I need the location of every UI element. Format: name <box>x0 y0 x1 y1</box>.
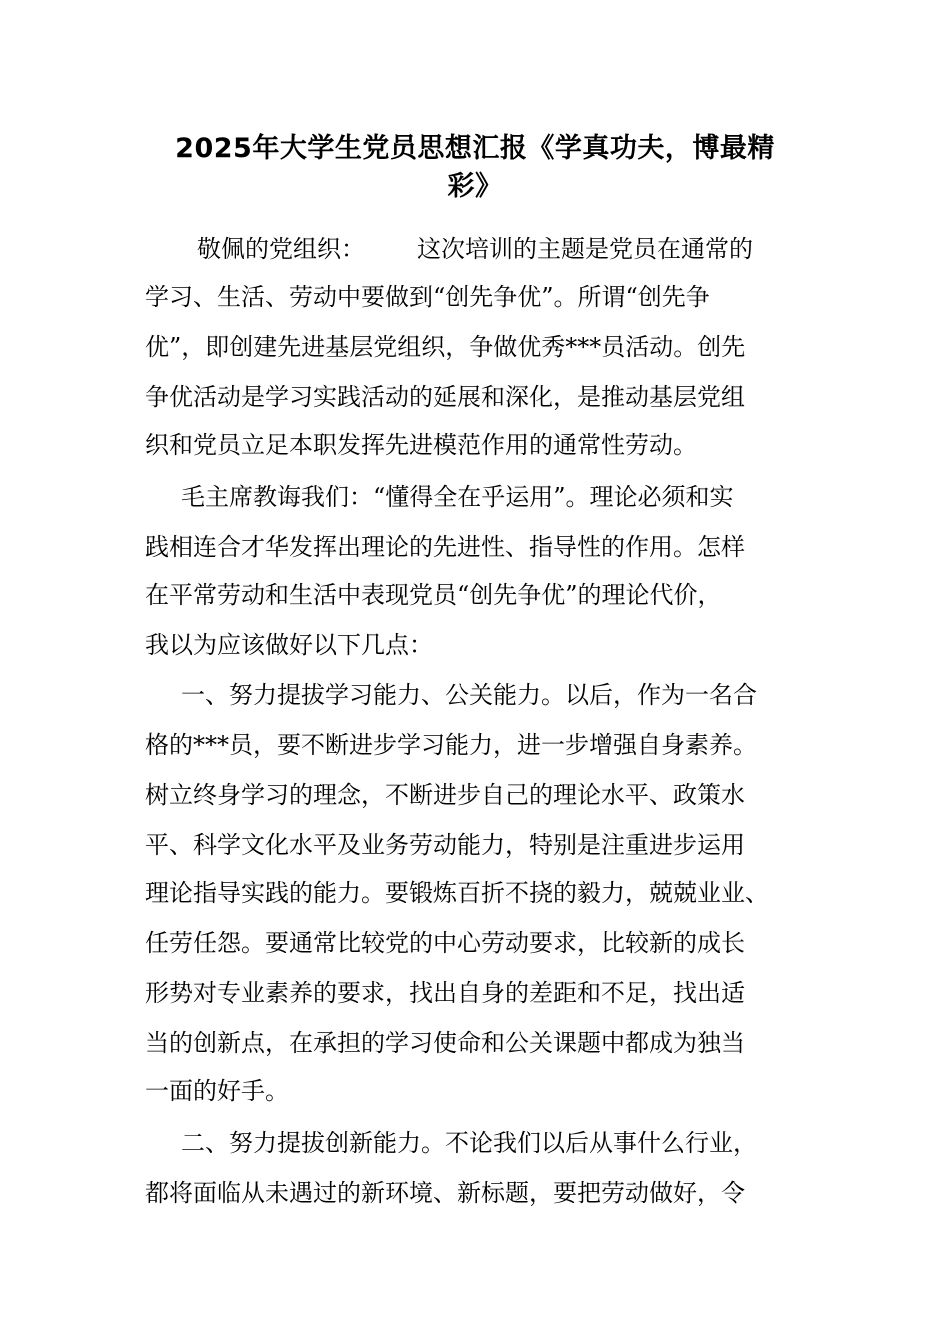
body-line-2: 学习、生活、劳动中要做到“创先争优”。所谓“创先争 <box>145 283 710 311</box>
body-line-10: 一、努力提拔学习能力、公关能力。以后，作为一名合 <box>181 681 757 709</box>
body-line-6: 毛主席教诲我们：“懂得全在乎运用”。理论必须和实 <box>181 483 734 511</box>
body-line-3: 优”，即创建先进基层党组织，争做优秀***员活动。创先 <box>145 333 746 361</box>
body-line-4: 争优活动是学习实践活动的延展和深化，是推动基层党组 <box>145 383 745 411</box>
body-line-12: 树立终身学习的理念，不断进步自己的理论水平、政策水 <box>145 781 745 809</box>
body-line-16: 形势对专业素养的要求，找出自身的差距和不足，找出适 <box>145 979 745 1007</box>
body-line-8: 在平常劳动和生活中表现党员“创先争优”的理论代价， <box>145 581 722 609</box>
body-line-15: 任劳任怨。要通常比较党的中心劳动要求，比较新的成长 <box>145 929 745 957</box>
salutation: 敬佩的党组织： <box>197 235 365 263</box>
body-line-13: 平、科学文化水平及业务劳动能力，特别是注重进步运用 <box>145 831 745 859</box>
document-title-line-1: 2025年大学生党员思想汇报《学真功夫，博最精 <box>175 133 775 164</box>
body-line-17: 当的创新点，在承担的学习使命和公关课题中都成为独当 <box>145 1029 745 1057</box>
body-line-7: 践相连合才华发挥出理论的先进性、指导性的作用。怎样 <box>145 533 745 561</box>
body-line-19: 二、努力提拔创新能力。不论我们以后从事什么行业， <box>181 1129 757 1157</box>
body-line-1: 这次培训的主题是党员在通常的 <box>417 235 753 263</box>
body-line-11: 格的***员，要不断进步学习能力，进一步增强自身素养。 <box>145 731 757 759</box>
body-line-18: 一面的好手。 <box>145 1077 289 1105</box>
body-line-5: 织和党员立足本职发挥先进模范作用的通常性劳动。 <box>145 431 697 459</box>
salutation-line <box>197 232 753 266</box>
body-line-20: 都将面临从未遇过的新环境、新标题，要把劳动做好，令 <box>145 1179 745 1207</box>
body-line-14: 理论指导实践的能力。要锻炼百折不挠的毅力，兢兢业业、 <box>145 879 769 907</box>
document-title-line-2: 彩》 <box>447 171 503 202</box>
body-line-9: 我以为应该做好以下几点： <box>145 631 433 659</box>
